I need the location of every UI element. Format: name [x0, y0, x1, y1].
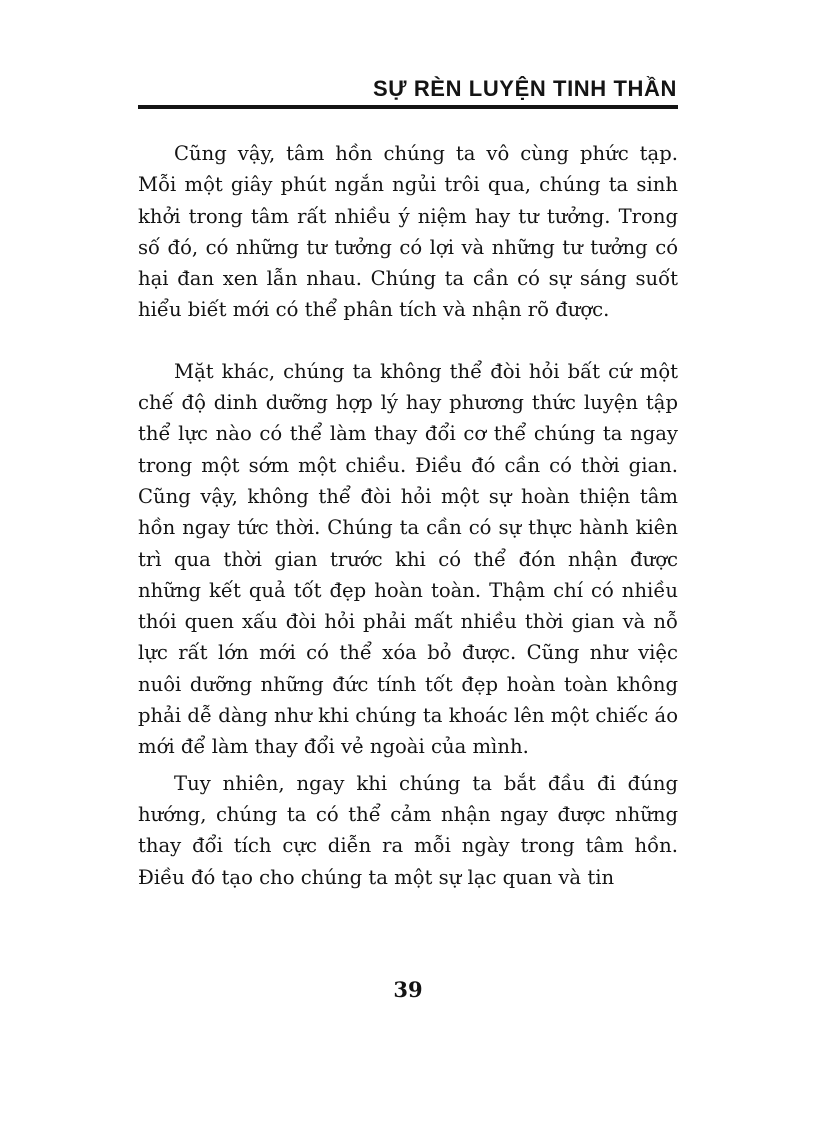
page-number: 39: [393, 977, 423, 1002]
paragraph-1: Cũng vậy, tâm hồn chúng ta vô cùng phức tạp. Mỗi một giây phút ngắn ngủi trôi qua, chúng ta sinh khởi trong tâm rất nhiều ý niệm hay tư tưởng. Trong số đó, có những tư tưởng có lợi và những tư tưởng có hại đan xen lẫn nhau. Chúng ta cần có sự sáng suốt hiểu biết mới có thể phân tích và nhận rõ được.: [138, 142, 678, 322]
paragraph-2: Mặt khác, chúng ta không thể đòi hỏi bất cứ một chế độ dinh dưỡng hợp lý hay phương thức luyện tập thể lực nào có thể làm thay đổi cơ thể chúng ta ngay trong một sớm một chiều. Điều đó cần có thời gian. Cũng vậy, không thể đòi hỏi một sự hoàn thiện tâm hồn ngay tức thời. Chúng ta cần có sự thực hành kiên trì qua thời gian trước khi có thể đón nhận được những kết quả tốt đẹp hoàn toàn. Thậm chí có nhiều thói quen xấu đòi hỏi phải mất nhiều thời gian và nỗ lực rất lớn mới có thể xóa bỏ được. Cũng như việc nuôi dưỡng những đức tính tốt đẹp hoàn toàn không phải dễ dàng như khi chúng ta khoác lên một chiếc áo mới để làm thay đổi vẻ ngoài của mình.: [138, 359, 678, 759]
paragraph-3: Tuy nhiên, ngay khi chúng ta bắt đầu đi đúng hướng, chúng ta có thể cảm nhận ngay được những thay đổi tích cực diễn ra mỗi ngày trong tâm hồn. Điều đó tạo cho chúng ta một sự lạc quan và tin: [138, 771, 678, 889]
body-text: [138, 138, 678, 893]
running-header-title: SỰ RÈN LUYỆN TINH THẦN: [372, 76, 677, 101]
header-rule: [138, 105, 678, 109]
